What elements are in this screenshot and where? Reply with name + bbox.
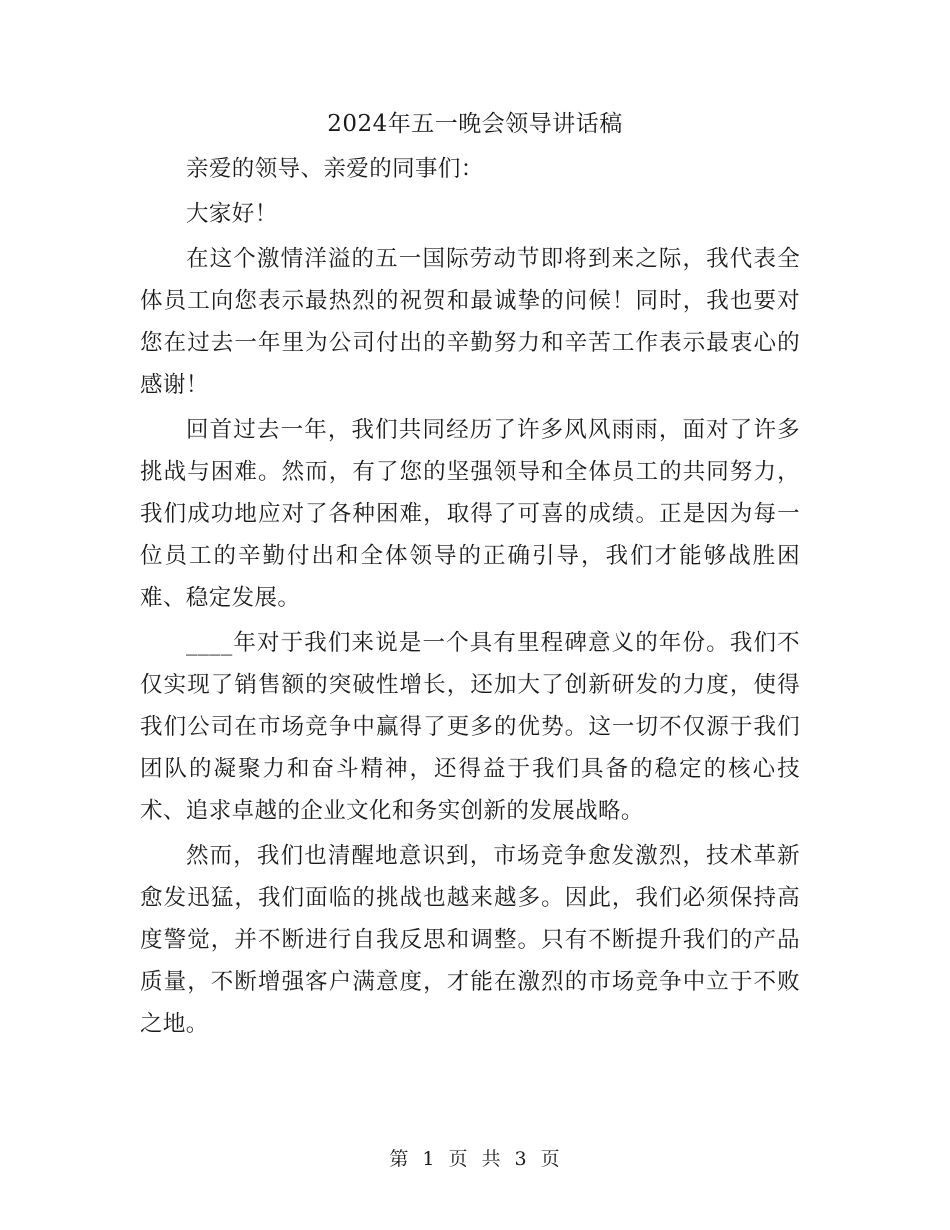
salutation-paragraph: 亲爱的领导、亲爱的同事们： — [186, 156, 484, 182]
greeting-paragraph: 大家好！ — [186, 201, 278, 227]
body-paragraph: 回首过去一年，我们共同经历了许多风风雨雨，面对了许多挑战与困难。然而，有了您的坚强领导和全体员工的共同努力，我们成功地应对了各种困难，取得了可喜的成绩。正是因为每一位员工的辛勤付出和全体领导的正确引导，我们才能够战胜困难、稳定发展。 — [140, 417, 800, 611]
document-body — [140, 148, 800, 1048]
body-paragraph: ____年对于我们来说是一个具有里程碑意义的年份。我们不仅实现了销售额的突破性增长，还加大了创新研发的力度，使得我们公司在市场竞争中赢得了更多的优势。这一切不仅源于我们团队的凝聚力和奋斗精神，还得益于我们具备的稳定的核心技术、追求卓越的企业文化和务实创新的发展战略。 — [140, 630, 800, 824]
body-paragraph: 然而，我们也清醒地意识到，市场竞争愈发激烈，技术革新愈发迅猛，我们面临的挑战也越来越多。因此，我们必须保持高度警觉，并不断进行自我反思和调整。只有不断提升我们的产品质量，不断增强客户满意度，才能在激烈的市场竞争中立于不败之地。 — [140, 843, 800, 1037]
document-title: 2024年五一晚会领导讲话稿 — [327, 111, 623, 137]
body-paragraph: 在这个激情洋溢的五一国际劳动节即将到来之际，我代表全体员工向您表示最热烈的祝贺和最诚挚的问候！同时，我也要对您在过去一年里为公司付出的辛勤努力和辛苦工作表示最衷心的感谢！ — [140, 246, 800, 398]
page-number-footer: 第 1 页 共 3 页 — [389, 1148, 561, 1170]
